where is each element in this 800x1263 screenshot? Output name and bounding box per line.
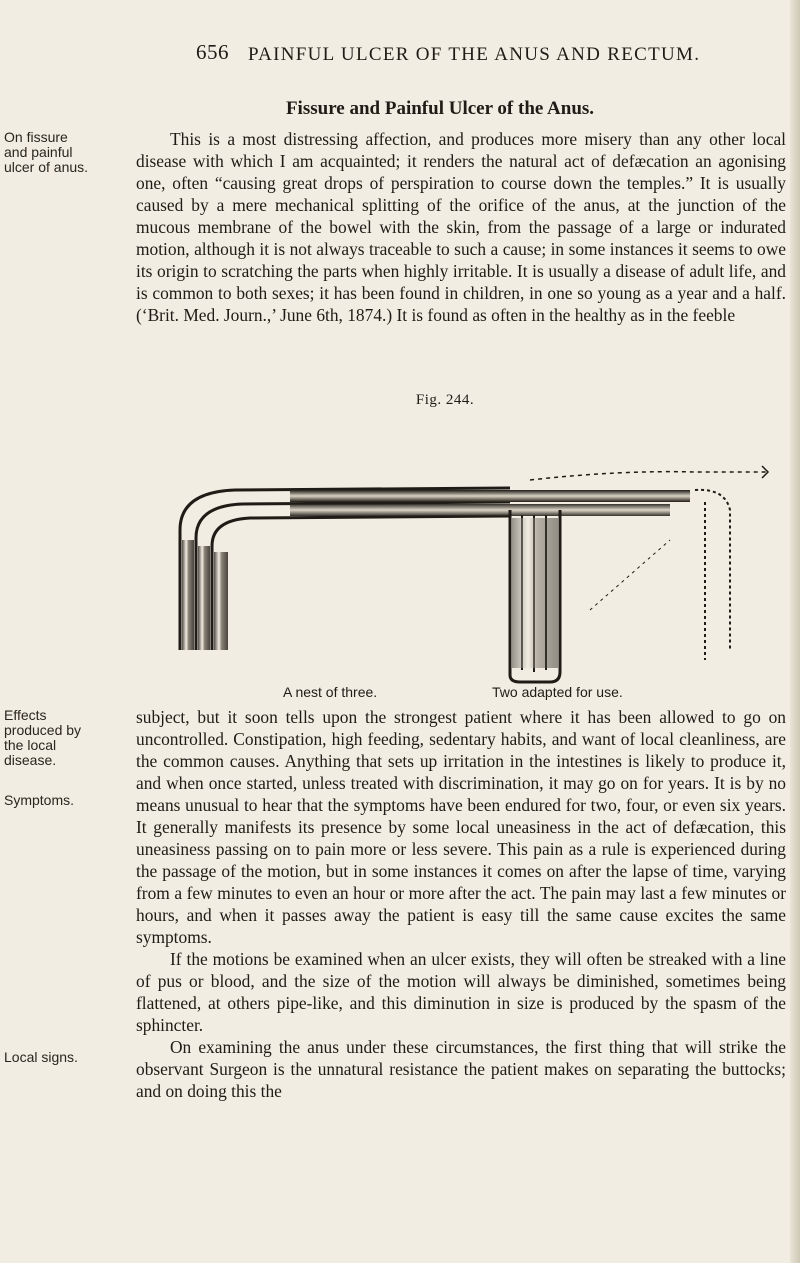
figure-speculum-illustration	[150, 410, 770, 685]
page-number: 656	[196, 40, 229, 64]
running-head: PAINFUL ULCER OF THE ANUS AND RECTUM.	[248, 44, 701, 65]
paragraph-text: This is a most distressing affection, and produces more misery than any other local disease with which I am acquainted; it renders the natural act of defæcation an agonising one, often “causing great drops of perspiration to course down the temples.” It is usually caused by a mere mechanical splitting of the orifice of the anus, at the junction of the mucous membrane of the bowel with the skin, from the passage of a large or indurated motion, although it is not always traceable to such a cause; in some instances it seems to owe its origin to scratching the parts when highly irritable. It is usually a disease of adult life, and is common to both sexes; it has been found in children, in one so young as a year and a half. (‘Brit. Med. Journ.,’ June 6th, 1874.) It is found as often in the healthy as in the feeble	[136, 129, 786, 325]
paragraph-intro	[136, 128, 786, 326]
paragraph-text: On examining the anus under these circumstances, the first thing that will strike the observant Surgeon is the unnatural resistance the patient makes on separating the buttocks; and on doing this the	[136, 1037, 786, 1101]
margin-note-fissure: On fissure and painful ulcer of anus.	[4, 129, 89, 175]
margin-note-symptoms: Symptoms.	[4, 792, 75, 808]
margin-note-local-signs: Local signs.	[4, 1049, 78, 1065]
paragraph-text: If the motions be examined when an ulcer exists, they will often be streaked with a line of pus or blood, and the size of the motion will always be diminished, sometimes being flattened, at others pipe-like, and this diminution in size is produced by the spasm of the sphincter.	[136, 949, 786, 1035]
page-header	[0, 40, 800, 80]
figure-label: Fig. 244.	[415, 392, 475, 408]
section-title: Fissure and Painful Ulcer of the Anus.	[285, 98, 595, 119]
page-edge-shadow	[790, 0, 800, 1263]
paragraph-text: subject, but it soon tells upon the strongest patient where it has been allowed to go on uncontrolled. Constipation, high feeding, sedentary habits, and want of local cleanliness, are the common causes. Anything that sets up irritation in the intestines is likely to produce it, and when once started, unless treated with discrimination, it may go on for years. It is by no means unusual to hear that the symptoms have been endured for two, four, or even six years. It generally manifests its presence by some local uneasiness in the act of defæcation, this uneasiness passing on to pain more or less severe. This pain as a rule is experienced during the passage of the motion, but in some instances it comes on after the lapse of time, varying from a few minutes to even an hour or more after the act. The pain may last a few minutes or hours, and when it passes away the patient is easy till the same cause excites the same symptoms.	[136, 707, 786, 947]
margin-note-effects: Effects produced by the local disease.	[4, 707, 82, 768]
body-continued	[136, 706, 786, 1102]
figure-caption-left: A nest of three.	[283, 684, 378, 700]
figure-caption-right: Two adapted for use.	[492, 684, 623, 700]
speculum-drawing	[150, 410, 770, 685]
